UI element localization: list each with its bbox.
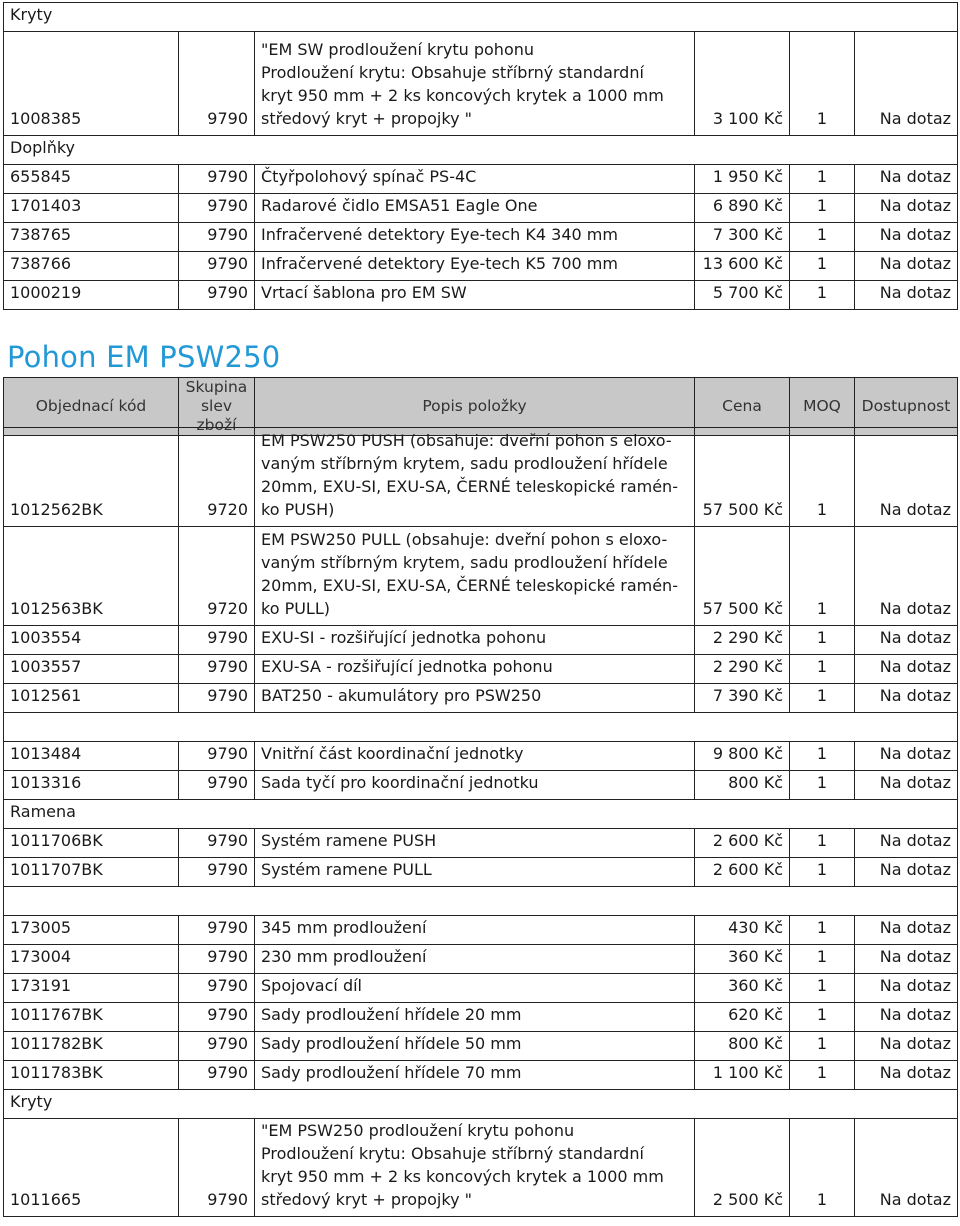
item-description: 230 mm prodloužení	[255, 945, 695, 974]
table-row	[4, 252, 958, 281]
item-availability: Na dotaz	[855, 527, 958, 626]
item-price: 620 Kč	[695, 1003, 790, 1032]
item-price: 7 390 Kč	[695, 684, 790, 713]
discount-group: 9790	[179, 223, 255, 252]
header-price: Cena	[695, 378, 790, 436]
table-row	[4, 945, 958, 974]
top-price-table	[3, 2, 958, 310]
discount-group: 9790	[179, 281, 255, 310]
item-description: Sady prodloužení hřídele 70 mm	[255, 1061, 695, 1090]
item-moq: 1	[790, 32, 855, 136]
item-moq: 1	[790, 626, 855, 655]
discount-group: 9790	[179, 858, 255, 887]
order-code: 655845	[4, 165, 179, 194]
item-price: 57 500 Kč	[695, 527, 790, 626]
section-row-ramena	[4, 800, 958, 829]
table-row	[4, 527, 958, 626]
item-price: 2 290 Kč	[695, 626, 790, 655]
item-moq: 1	[790, 1061, 855, 1090]
item-description: Vnitřní část koordinační jednotky	[255, 742, 695, 771]
order-code: 1013316	[4, 771, 179, 800]
order-code: 1011665	[4, 1119, 179, 1217]
header-code: Objednací kód	[4, 378, 179, 436]
item-moq: 1	[790, 428, 855, 527]
table-row	[4, 1003, 958, 1032]
item-moq: 1	[790, 742, 855, 771]
table-row	[4, 829, 958, 858]
item-description: Systém ramene PULL	[255, 858, 695, 887]
order-code: 1012563BK	[4, 527, 179, 626]
table-row	[4, 165, 958, 194]
order-code: 173004	[4, 945, 179, 974]
table-row	[4, 916, 958, 945]
item-moq: 1	[790, 945, 855, 974]
item-availability: Na dotaz	[855, 32, 958, 136]
item-moq: 1	[790, 527, 855, 626]
item-availability: Na dotaz	[855, 281, 958, 310]
order-code: 1008385	[4, 32, 179, 136]
item-availability: Na dotaz	[855, 1032, 958, 1061]
table-row	[4, 32, 958, 136]
item-moq: 1	[790, 858, 855, 887]
discount-group: 9790	[179, 252, 255, 281]
order-code: 738766	[4, 252, 179, 281]
table-row	[4, 223, 958, 252]
item-price: 1 950 Kč	[695, 165, 790, 194]
section-row-kryty	[4, 1090, 958, 1119]
order-code: 173191	[4, 974, 179, 1003]
item-availability: Na dotaz	[855, 858, 958, 887]
item-moq: 1	[790, 916, 855, 945]
order-code: 1012562BK	[4, 428, 179, 527]
item-availability: Na dotaz	[855, 626, 958, 655]
discount-group: 9790	[179, 165, 255, 194]
discount-group: 9790	[179, 1032, 255, 1061]
item-description: Sada tyčí pro koordinační jednotku	[255, 771, 695, 800]
discount-group: 9720	[179, 527, 255, 626]
item-moq: 1	[790, 684, 855, 713]
discount-group: 9790	[179, 655, 255, 684]
order-code: 738765	[4, 223, 179, 252]
discount-group: 9790	[179, 626, 255, 655]
item-availability: Na dotaz	[855, 742, 958, 771]
item-price: 9 800 Kč	[695, 742, 790, 771]
item-moq: 1	[790, 1032, 855, 1061]
item-price: 13 600 Kč	[695, 252, 790, 281]
item-availability: Na dotaz	[855, 194, 958, 223]
item-description: Systém ramene PUSH	[255, 829, 695, 858]
discount-group: 9790	[179, 945, 255, 974]
table-row	[4, 428, 958, 527]
section-row-doplnky	[4, 136, 958, 165]
item-availability: Na dotaz	[855, 771, 958, 800]
table-row	[4, 1032, 958, 1061]
item-description: EXU-SI - rozšiřující jednotka pohonu	[255, 626, 695, 655]
table-row	[4, 1119, 958, 1217]
discount-group: 9790	[179, 1061, 255, 1090]
item-description: Vrtací šablona pro EM SW	[255, 281, 695, 310]
discount-group: 9790	[179, 1119, 255, 1217]
header-group: Skupina slev zboží	[179, 378, 255, 436]
discount-group: 9790	[179, 916, 255, 945]
order-code: 1011783BK	[4, 1061, 179, 1090]
item-description: EM PSW250 PULL (obsahuje: dveřní pohon s eloxo- vaným stříbrným krytem, sadu prodloužení hřídele 20mm, EXU-SI, EXU-SA, ČERNÉ teleskopické ramén- ko PULL)	[255, 527, 695, 626]
item-price: 1 100 Kč	[695, 1061, 790, 1090]
item-description: EXU-SA - rozšiřující jednotka pohonu	[255, 655, 695, 684]
table-row	[4, 684, 958, 713]
order-code: 1012561	[4, 684, 179, 713]
item-price: 2 600 Kč	[695, 858, 790, 887]
item-price: 5 700 Kč	[695, 281, 790, 310]
section-label: Kryty	[4, 1090, 958, 1119]
item-availability: Na dotaz	[855, 655, 958, 684]
item-availability: Na dotaz	[855, 684, 958, 713]
item-price: 3 100 Kč	[695, 32, 790, 136]
spacer-row	[4, 887, 958, 916]
item-description: Infračervené detektory Eye-tech K4 340 mm	[255, 223, 695, 252]
item-availability: Na dotaz	[855, 223, 958, 252]
item-availability: Na dotaz	[855, 916, 958, 945]
item-moq: 1	[790, 165, 855, 194]
item-price: 800 Kč	[695, 1032, 790, 1061]
item-moq: 1	[790, 252, 855, 281]
item-description: Spojovací díl	[255, 974, 695, 1003]
item-price: 2 290 Kč	[695, 655, 790, 684]
header-description: Popis položky	[255, 378, 695, 436]
table-row	[4, 742, 958, 771]
item-moq: 1	[790, 771, 855, 800]
table-row	[4, 194, 958, 223]
order-code: 1003557	[4, 655, 179, 684]
item-price: 800 Kč	[695, 771, 790, 800]
spacer-row	[4, 713, 958, 742]
item-price: 6 890 Kč	[695, 194, 790, 223]
item-description: Sady prodloužení hřídele 20 mm	[255, 1003, 695, 1032]
item-moq: 1	[790, 281, 855, 310]
item-moq: 1	[790, 1119, 855, 1217]
table-row	[4, 974, 958, 1003]
discount-group: 9790	[179, 742, 255, 771]
section-label: Doplňky	[4, 136, 958, 165]
order-code: 1701403	[4, 194, 179, 223]
item-description: Sady prodloužení hřídele 50 mm	[255, 1032, 695, 1061]
item-moq: 1	[790, 194, 855, 223]
item-moq: 1	[790, 223, 855, 252]
order-code: 1011706BK	[4, 829, 179, 858]
item-availability: Na dotaz	[855, 945, 958, 974]
discount-group: 9790	[179, 684, 255, 713]
item-price: 360 Kč	[695, 945, 790, 974]
table-row	[4, 858, 958, 887]
item-moq: 1	[790, 974, 855, 1003]
discount-group: 9790	[179, 829, 255, 858]
item-availability: Na dotaz	[855, 1061, 958, 1090]
item-price: 57 500 Kč	[695, 428, 790, 527]
item-description: EM PSW250 PUSH (obsahuje: dveřní pohon s eloxo- vaným stříbrným krytem, sadu prodloužení hřídele 20mm, EXU-SI, EXU-SA, ČERNÉ teleskopické ramén- ko PUSH)	[255, 428, 695, 527]
discount-group: 9720	[179, 428, 255, 527]
table-row	[4, 655, 958, 684]
item-description: Čtyřpolohový spínač PS-4C	[255, 165, 695, 194]
discount-group: 9790	[179, 32, 255, 136]
item-price: 2 500 Kč	[695, 1119, 790, 1217]
item-moq: 1	[790, 829, 855, 858]
table-row	[4, 771, 958, 800]
order-code: 1003554	[4, 626, 179, 655]
item-description: Infračervené detektory Eye-tech K5 700 mm	[255, 252, 695, 281]
table-row	[4, 1061, 958, 1090]
item-availability: Na dotaz	[855, 1003, 958, 1032]
order-code: 1011782BK	[4, 1032, 179, 1061]
table-row	[4, 626, 958, 655]
item-availability: Na dotaz	[855, 252, 958, 281]
item-availability: Na dotaz	[855, 1119, 958, 1217]
section-label: Ramena	[4, 800, 958, 829]
discount-group: 9790	[179, 194, 255, 223]
item-moq: 1	[790, 655, 855, 684]
discount-group: 9790	[179, 974, 255, 1003]
header-availability: Dostupnost	[855, 378, 958, 436]
item-price: 430 Kč	[695, 916, 790, 945]
discount-group: 9790	[179, 771, 255, 800]
section-label: Kryty	[4, 3, 958, 32]
item-description: 345 mm prodloužení	[255, 916, 695, 945]
item-price: 2 600 Kč	[695, 829, 790, 858]
order-code: 173005	[4, 916, 179, 945]
item-description: "EM PSW250 prodloužení krytu pohonu Prodloužení krytu: Obsahuje stříbrný standardní kryt 950 mm + 2 ks koncových krytek a 1000 mm středový kryt + propojky "	[255, 1119, 695, 1217]
section-title: Pohon EM PSW250	[7, 340, 281, 374]
order-code: 1013484	[4, 742, 179, 771]
item-description: BAT250 - akumulátory pro PSW250	[255, 684, 695, 713]
item-description: Radarové čidlo EMSA51 Eagle One	[255, 194, 695, 223]
item-price: 7 300 Kč	[695, 223, 790, 252]
main-price-table	[3, 427, 958, 1217]
discount-group: 9790	[179, 1003, 255, 1032]
item-moq: 1	[790, 1003, 855, 1032]
item-description: "EM SW prodloužení krytu pohonu Prodloužení krytu: Obsahuje stříbrný standardní kryt 950 mm + 2 ks koncových krytek a 1000 mm středový kryt + propojky "	[255, 32, 695, 136]
header-moq: MOQ	[790, 378, 855, 436]
order-code: 1000219	[4, 281, 179, 310]
order-code: 1011707BK	[4, 858, 179, 887]
table-row	[4, 281, 958, 310]
item-availability: Na dotaz	[855, 428, 958, 527]
item-price: 360 Kč	[695, 974, 790, 1003]
order-code: 1011767BK	[4, 1003, 179, 1032]
item-availability: Na dotaz	[855, 974, 958, 1003]
item-availability: Na dotaz	[855, 829, 958, 858]
item-availability: Na dotaz	[855, 165, 958, 194]
section-row-kryty	[4, 3, 958, 32]
